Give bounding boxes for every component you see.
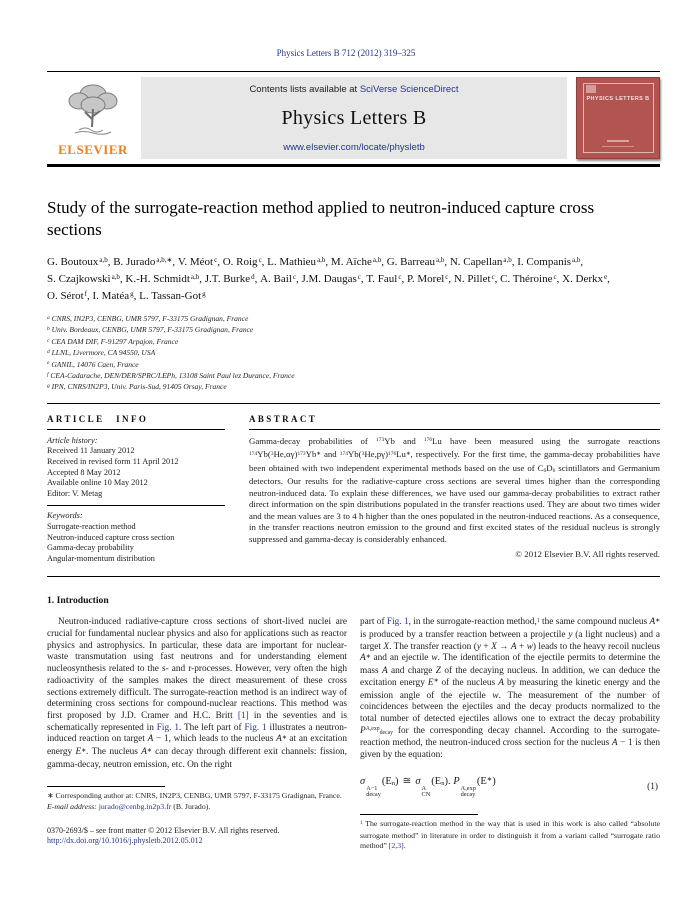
journal-title: Physics Letters B [281,107,427,129]
author: P. Morel$^c$ , [407,273,454,285]
history-item: Received 11 January 2012 [47,446,135,456]
affiliation: $^d$ LLNL, Livermore, CA 94550, USA [47,348,156,358]
author: X. Derkx$^e$ , [562,273,610,285]
elsevier-tree-icon [61,81,125,142]
intro-paragraph-left: Neutron-induced radiative-capture cross sections of short-lived nuclei are crucial for fundamental nuclear physics and also for applications such as reactor physics and astrophysics. In particular, these data are important for nuclear-waste transmutation using fast neutrons and for understanding element nucleosynthesis related to the s- and r-processes. However, very often the high radioactivity of the samples makes the direct measurement of these cross sections extremely difficult. The surrogate-reaction method is an indirect way of determining cross sections for compound-nuclear reactions. This method was first proposed by J.D. Cramer and H.C. Britt [1] in the seventies and is schematically represented in Fig. 1. The left part of Fig. 1 illustrates a neutron-induced reaction on target A − 1, which leads to the nucleus A∗ at an excitation energy E∗. The nucleus A∗ can decay through different exit channels: fission, gamma-decay, neutron emission, etc. On the right [47,617,347,770]
footnote-divider [47,786,165,787]
abstract-heading: ABSTRACT [249,413,318,424]
sciencedirect-link[interactable]: SciVerse ScienceDirect [359,84,459,95]
affiliation: $^f$ CEA-Cadarache, DEN/DER/SPRC/LEPh, 13108 Saint Paul lez Durance, France [47,371,295,381]
body-column-right [360,617,660,851]
banner-divider [47,164,660,167]
author-list [47,254,647,305]
author: L. Mathieu$^{a,b}$ , [267,256,331,268]
author: B. Jurado$^{a,b,∗}$ , [113,256,178,268]
journal-citation: Physics Letters B 712 (2012) 319–325 [276,48,416,58]
inline-link[interactable]: [1] [237,711,249,721]
author: S. Czajkowski$^{a,b}$ , [47,273,125,285]
inline-link[interactable]: Fig. 1 [386,617,409,628]
keyword-item: Surrogate-reaction method [47,522,136,531]
inline-link[interactable]: Fig. 1 [156,722,179,733]
cover-decoration [602,146,634,147]
article-history-list [47,446,225,499]
abstract-column [249,411,660,565]
elsevier-logo[interactable] [47,77,139,159]
journal-banner [47,71,660,167]
author: O. Roig$^c$ , [223,256,267,268]
affiliation: $^e$ GANIL, 14076 Caen, France [47,359,139,369]
article-title: Study of the surrogate-reaction method applied to neutron-induced capture cross sections [47,198,595,239]
intro-paragraph-right: part of Fig. 1, in the surrogate-reaction method,$^1$ the same compound nucleus A∗ is produced by a transfer reaction between a projectile y (a light nucleus) and a target X. The transfer reaction (y + X → A + w) leads to the heavy recoil nucleus A∗ and an ejectile w. The identification of the ejectile permits to determine the mass A and charge Z of the decaying nucleus. In addition, we can deduce the excitation energy E∗ of the nucleus A by measuring the kinetic energy and the emission angle of the ejectile w. The measurement of the number of coincidences between the ejectiles and the decay products normalized to the total number of detected ejectiles allows one to extract the decay probability $P^{A,exp}_{decay}$ for the corresponding decay channel. According to the surrogate-reaction method, the neutron-induced cross section for the nucleus A − 1 is then given by the equation: [360,617,661,761]
article-history-label: Article history: [47,435,98,445]
journal-cover-thumbnail[interactable] [576,77,660,159]
keywords-label: Keywords: [47,511,83,521]
divider [47,429,225,430]
author: O. Sérot$^f$ , [47,290,93,302]
inline-link[interactable]: [2,3] [388,841,404,851]
affiliation: $^a$ CNRS, IN2P3, CENBG, UMR 5797, F-33175 Gradignan, France [47,314,249,323]
inline-link[interactable]: jurado@cenbg.in2p3.fr [98,801,172,811]
author: J.M. Daugas$^c$ , [301,273,366,285]
author: A. Bail$^c$ , [260,273,301,285]
keyword-item: Angular-momentum distribution [47,553,155,563]
banner-center [141,77,567,159]
equation-body: σ A−1 decay $(E_n)$ ≅ σ A CN $(E_n)$. P A,exp decay (E∗) [360,775,496,798]
divider [47,505,225,506]
author: V. Méot$^c$ , [178,256,223,268]
affiliation: $^c$ CEA DAM DIF, F-91297 Arpajon, France [47,336,179,346]
footer-issn-line: 0370-2693/$ – see front matter © 2012 Elsevier B.V. All rights reserved. [47,825,280,835]
cover-decoration [607,140,629,142]
footnote-surrogate-method: $^1$ The surrogate-reaction method in the way that is used in this work is also called “absolute surrogate method” in literature in order to distinguish it from a variant called “surrogate ratio method” [2,3]. [360,819,660,851]
author: I. Matéa$^g$ , [93,290,140,302]
abstract-text: Gamma-decay probabilities of $^{173}$Yb and $^{176}$Lu have been measured using the surrogate reactions $^{174}Yb(^3He,\alpha\gamma)^{173}Yb^∗$ and $^{174}Yb(^3He,p\gamma)^{176}Lu^∗$, respectively. For the first time, the gamma-decay probabilities have been obtained with two independent experimental methods based on the use of $C_6D_6$ scintillators and Germanium detectors. Our results for the radiative-capture cross sections are several times higher than the corresponding neutron-induced data. To explain these differences, we have used our gamma-decay probabilities to extract rather direct information on the spin distributions populated in the transfer reactions used. They are about two times wider and the mean values are 3 to 4 ħ higher than the ones populated in the neutron-induced reactions. As a consequence, in the transfer reactions neutron emission to the ground and first excited states of the residual nucleus is strongly suppressed and gamma-decay is considerably enhanced. [249,435,660,544]
author: N. Pillet$^c$ , [454,273,500,285]
equation-number: (1) [647,781,658,792]
cover-title: PHYSICS LETTERS B [586,96,650,102]
author: K.-H. Schmidt$^{a,b}$ , [125,273,204,285]
divider [249,429,660,430]
history-item: Available online 10 May 2012 [47,478,148,488]
divider [47,576,660,577]
author: N. Capellan$^{a,b}$ , [450,256,517,268]
contents-line [145,84,563,95]
author: I. Companis$^{a,b}$ , [517,256,583,268]
journal-url-link[interactable]: www.elsevier.com/locate/physletb [283,142,425,153]
article-info-column [47,411,225,565]
divider [47,403,660,404]
author: G. Barreau$^{a,b}$ , [387,256,450,268]
abstract-copyright: © 2012 Elsevier B.V. All rights reserved. [515,549,660,560]
contents-prefix: Contents lists available at [249,84,360,95]
elsevier-wordmark: ELSEVIER [58,142,128,157]
doi-link[interactable]: http://dx.doi.org/10.1016/j.physletb.2012.05.012 [47,836,203,846]
affiliation: $^b$ Univ. Bordeaux, CENBG, UMR 5797, F-33175 Gradignan, France [47,325,254,335]
footnote-email: E-mail address: jurado@cenbg.in2p3.fr (B. Jurado). [47,801,211,811]
author: C. Théroine$^c$ , [500,273,562,285]
author: M. Aïche$^{a,b}$ , [331,256,387,268]
author: G. Boutoux$^{a,b}$ , [47,256,113,268]
footnote-divider [360,814,478,815]
cover-frame [583,83,654,153]
history-item: Accepted 8 May 2012 [47,467,121,477]
equation-1 [360,775,658,799]
section-heading-introduction: 1. Introduction [47,595,109,607]
keyword-item: Gamma-decay probability [47,543,134,553]
inline-link[interactable]: Fig. 1 [244,722,267,733]
history-item: Received in revised form 11 April 2012 [47,457,179,467]
body-column-left [47,617,347,851]
history-item: Editor: V. Metag [47,488,103,498]
article-info-heading: ARTICLE INFO [47,413,149,424]
keyword-item: Neutron-induced capture cross section [47,532,175,542]
author: J.T. Burke$^d$ , [205,273,260,285]
author: T. Faul$^c$ , [366,273,407,285]
author: L. Tassan-Got$^g$ [139,289,206,302]
affiliation-list [47,314,660,394]
affiliation: $^g$ IPN, CNRS/IN2P3, Univ. Paris-Sud, 91405 Orsay, France [47,382,227,392]
keywords-list [47,522,225,564]
footnote-corresponding: ∗ Corresponding author at: CNRS, IN2P3, CENBG, UMR 5797, F-33175 Gradignan, France. [47,790,342,800]
